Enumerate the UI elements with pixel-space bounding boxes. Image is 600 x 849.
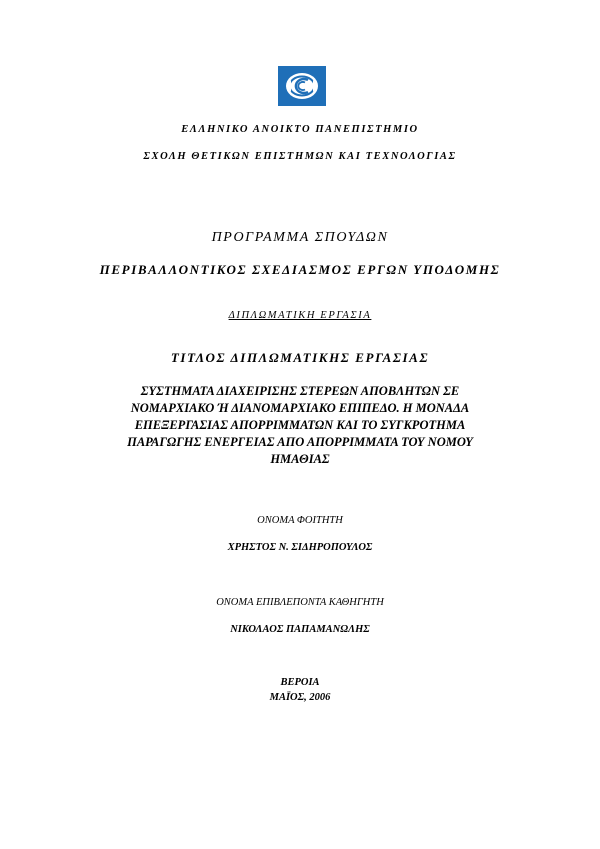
thesis-title [95, 383, 505, 468]
program-name: ΠΕΡΙΒΑΛΛΟΝΤΙΚΟΣ ΣΧΕΔΙΑΣΜΟΣ ΕΡΓΩΝ ΥΠΟΔΟΜΗΣ [99, 262, 501, 277]
city: ΒΕΡΟΙΑ [280, 677, 320, 688]
thesis-title-line: ΠΑΡΑΓΩΓΗΣ ΕΝΕΡΓΕΙΑΣ ΑΠΟ ΑΠΟΡΡΙΜΜΑΤΑ ΤΟΥ ΝΟΜΟΥ [127, 435, 473, 449]
supervisor-label: ΟΝΟΜΑ ΕΠΙΒΛΕΠΟΝΤΑ ΚΑΘΗΓΗΤΗ [216, 597, 384, 608]
thesis-title-line: ΗΜΑΘΙΑΣ [270, 452, 330, 466]
date: ΜΑΪΟΣ, 2006 [269, 692, 331, 703]
program-label: ΠΡΟΓΡΑΜΜΑ ΣΠΟΥΔΩΝ [211, 230, 389, 245]
student-name: ΧΡΗΣΤΟΣ Ν. ΣΙΔΗΡΟΠΟΥΛΟΣ [227, 542, 373, 553]
thesis-title-line: ΝΟΜΑΡΧΙΑΚΟ Ή ΔΙΑΝΟΜΑΡΧΙΑΚΟ ΕΠΙΠΕΔΟ. Η ΜΟΝΑΔΑ [130, 401, 470, 415]
school-name: ΣΧΟΛΗ ΘΕΤΙΚΩΝ ΕΠΙΣΤΗΜΩΝ ΚΑΙ ΤΕΧΝΟΛΟΓΙΑΣ [143, 151, 457, 162]
thesis-title-label: ΤΙΤΛΟΣ ΔΙΠΛΩΜΑΤΙΚΗΣ ΕΡΓΑΣΙΑΣ [170, 350, 430, 365]
thesis-type-label: ΔΙΠΛΩΜΑΤΙΚΗ ΕΡΓΑΣΙΑ [228, 310, 372, 321]
university-name: ΕΛΛΗΝΙΚΟ ΑΝΟΙΚΤΟ ΠΑΝΕΠΙΣΤΗΜΙΟ [181, 124, 419, 135]
thesis-title-line: ΣΥΣΤΗΜΑΤΑ ΔΙΑΧΕΙΡΙΣΗΣ ΣΤΕΡΕΩΝ ΑΠΟΒΛΗΤΩΝ ΣΕ [140, 384, 460, 398]
student-label: ΟΝΟΜΑ ΦΟΙΤΗΤΗ [257, 515, 343, 526]
university-logo [278, 66, 326, 106]
supervisor-name: ΝΙΚΟΛΑΟΣ ΠΑΠΑΜΑΝΩΛΗΣ [230, 624, 370, 635]
thesis-title-line: ΕΠΕΞΕΡΓΑΣΙΑΣ ΑΠΟΡΡΙΜΜΑΤΩΝ ΚΑΙ ΤΟ ΣΥΓΚΡΟΤΗΜΑ [134, 418, 466, 432]
